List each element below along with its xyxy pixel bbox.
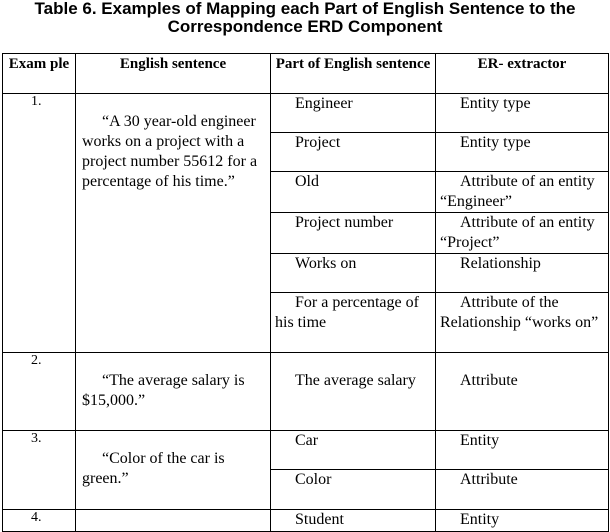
header-example: Exam ple [3, 54, 76, 94]
table-row [3, 94, 609, 133]
table-row [3, 510, 609, 532]
example-sentence [76, 510, 271, 532]
sentence-part: For a percentage of his time [271, 293, 436, 353]
er-component: Attribute of an entity “Project” [436, 213, 609, 254]
er-component: Entity type [436, 133, 609, 172]
sentence-part: Engineer [271, 94, 436, 133]
header-english-sentence: English sentence [76, 54, 271, 94]
sentence-part: Old [271, 172, 436, 213]
sentence-part: Color [271, 470, 436, 510]
header-part-of-sentence: Part of English sentence [271, 54, 436, 94]
table-row [3, 353, 609, 431]
example-index: 1. [3, 94, 76, 353]
er-component: Entity [436, 431, 609, 470]
example-index: 2. [3, 353, 76, 431]
example-index: 4. [3, 510, 76, 532]
sentence-part: Works on [271, 254, 436, 293]
header-er-extractor: ER- extractor [436, 54, 609, 94]
header-row [3, 54, 609, 94]
er-component: Attribute of an entity “Engineer” [436, 172, 609, 213]
mapping-table [2, 53, 609, 532]
caption-line-1: Table 6. Examples of Mapping each Part of English Sentence to the [34, 0, 576, 18]
example-sentence: “The average salary is $15,000.” [76, 353, 271, 431]
sentence-part: Car [271, 431, 436, 470]
er-component: Relationship [436, 254, 609, 293]
example-sentence: “A 30 year-old engineer works on a project with a project number 55612 for a percentage of his time.” [76, 94, 271, 353]
er-component: Attribute [436, 470, 609, 510]
sentence-part: Project number [271, 213, 436, 254]
example-sentence: “Color of the car is green.” [76, 431, 271, 510]
sentence-part: Project [271, 133, 436, 172]
caption-line-2: Correspondence ERD Component [167, 17, 443, 36]
er-component: Attribute of the Relationship “works on” [436, 293, 609, 353]
sentence-part: The average salary [271, 353, 436, 431]
table-row [3, 431, 609, 470]
sentence-part: Student [271, 510, 436, 532]
table-caption [0, 0, 610, 36]
example-index: 3. [3, 431, 76, 510]
er-component: Entity [436, 510, 609, 532]
er-component: Attribute [436, 353, 609, 431]
er-component: Entity type [436, 94, 609, 133]
